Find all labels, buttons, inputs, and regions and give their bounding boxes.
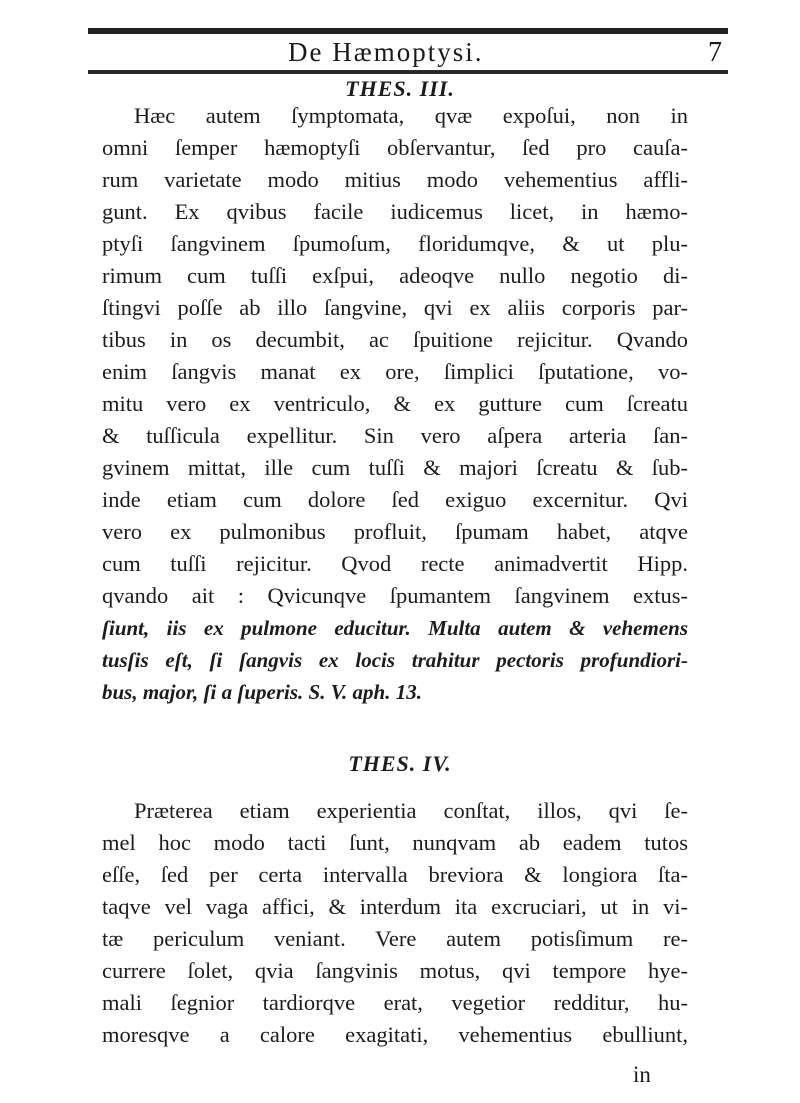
text-line: omni ſemper hæmoptyſi obſervantur, ſed pro cauſa- — [102, 135, 688, 160]
section-4-body — [102, 795, 688, 1051]
text-line: Hæc autem ſymptomata, qvæ expoſui, non in — [134, 103, 688, 128]
section-heading-thes-4: THES. IV. — [348, 751, 452, 776]
text-line: tæ periculum veniant. Vere autem potisſimum re- — [102, 926, 688, 951]
header-rule-bottom — [88, 70, 728, 74]
text-line: & tuſſicula expellitur. Sin vero aſpera arteria ſan- — [102, 423, 688, 448]
text-line: taqve vel vaga affici, & interdum ita excruciari, ut in vi- — [102, 894, 688, 919]
text-line: inde etiam cum dolore ſed exiguo excernitur. Qvi — [102, 487, 688, 512]
text-line: vero ex pulmonibus profluit, ſpumam habet, atqve — [102, 519, 688, 544]
text-line: Præterea etiam experientia conſtat, illos, qvi ſe- — [134, 798, 688, 823]
text-line: moresqve a calore exagitati, vehementius ebulliunt, — [102, 1022, 688, 1047]
text-line: ptyſi ſangvinem ſpumoſum, floridumqve, & ut plu- — [102, 231, 688, 256]
text-line: mali ſegnior tardiorqve erat, vegetior redditur, hu- — [102, 990, 688, 1015]
text-line: mel hoc modo tacti ſunt, nunqvam ab eadem tutos — [102, 830, 688, 855]
text-line: tibus in os decumbit, ac ſpuitione rejicitur. Qvando — [102, 327, 688, 352]
running-head: De Hæmoptysi. — [288, 37, 484, 67]
text-line: currere ſolet, qvia ſangvinis motus, qvi tempore hye- — [102, 958, 688, 983]
text-line: enim ſangvis manat ex ore, ſimplici ſputatione, vo- — [102, 359, 688, 384]
text-line: rum varietate modo mitius modo vehementius affli- — [102, 167, 688, 192]
page-number: 7 — [708, 37, 722, 68]
text-line: cum tuſſi rejicitur. Qvod recte animadvertit Hipp. — [102, 551, 688, 576]
header-rule-top — [88, 28, 728, 34]
text-line: rimum cum tuſſi exſpui, adeoqve nullo negotio di- — [102, 263, 688, 288]
catchword: in — [633, 1062, 651, 1087]
section-3-body — [102, 100, 688, 708]
quotation-line: ſiunt, iis ex pulmone educitur. Multa autem & vehemens — [102, 616, 688, 640]
text-line: gvinem mittat, ille cum tuſſi & majori ſcreatu & ſub- — [102, 455, 688, 480]
text-line: eſſe, ſed per certa intervalla breviora & longiora ſta- — [102, 862, 688, 887]
page-header — [88, 37, 728, 69]
text-line: mitu vero ex ventriculo, & ex gutture cum ſcreatu — [102, 391, 688, 416]
text-line: gunt. Ex qvibus facile iudicemus licet, in hæmo- — [102, 199, 688, 224]
section-heading-thes-3: THES. III. — [345, 76, 455, 101]
text-line: qvando ait : Qvicunqve ſpumantem ſangvinem extus- — [102, 583, 688, 608]
quotation-line: bus, major, ſi a ſuperis. S. V. aph. 13. — [102, 680, 422, 704]
quotation-line: tusſis eſt, ſi ſangvis ex locis trahitur pectoris profundiori- — [102, 648, 688, 672]
text-line: ſtingvi poſſe ab illo ſangvine, qvi ex aliis corporis par- — [102, 295, 688, 320]
